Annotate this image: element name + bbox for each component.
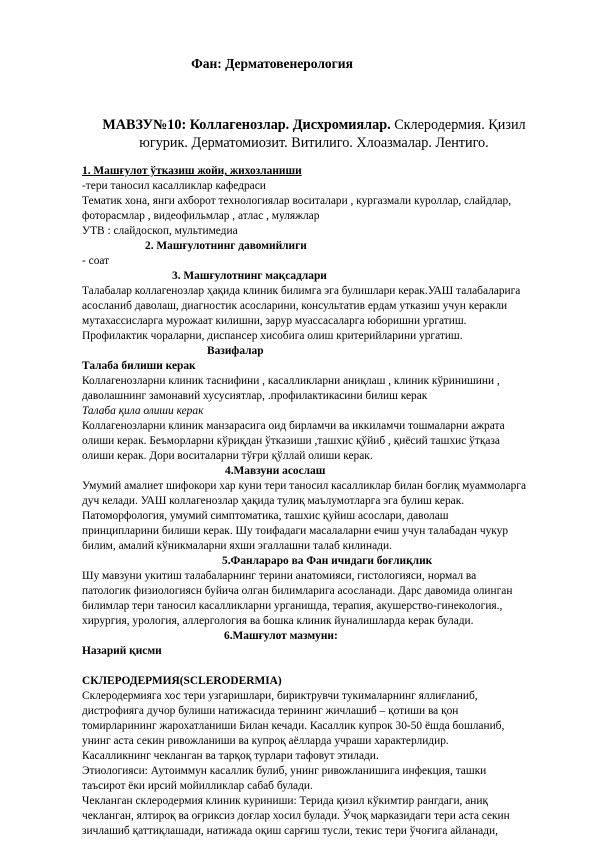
text-line: Коллагенозларни клиник манзарасига оид бирламчи ва иккиламчи тошмаларни ажрата	[82, 420, 505, 432]
text-line: дистрофияга дучор булиши натижасида терининг жичлашиб – қотиши ва қон	[82, 705, 459, 717]
section-rationale-heading: 4.Мавзуни асослаш	[225, 465, 326, 477]
text-line: таъсирот ёки ирсий мойилликлар сабаб булади.	[82, 780, 313, 792]
student-should-do-heading: Талаба қила олиши керак	[82, 405, 204, 417]
text-line: УТВ : слайдоскоп, мультимедиа	[82, 225, 238, 237]
topic-title-bold: МАВЗУ№10: Коллагенозлар. Дисхромиялар.	[102, 117, 391, 133]
text-line: Этиологияси: Аутоиммун касаллик булиб, унинг ривожланишига инфекция, ташки	[82, 765, 487, 777]
text-line: олиши керак. Дори воситаларни тўғри қўллай олиши керак.	[82, 450, 373, 462]
text-line: Склеродермияга хос тери узгаришлари, бириктрувчи тукималарнинг яллиғланиб,	[82, 690, 478, 702]
text-line: мутахассисларга мурожаат килишни, зарур муассасаларга юборишни ургатиш.	[82, 315, 467, 327]
page-title: Фан: Дерматовенерология	[191, 56, 353, 71]
theory-part-heading: Назарий қисми	[82, 645, 162, 657]
text-line: патологик физиологиясн буйича олган билимларига асосланади. Дарс давомида олинган	[82, 585, 513, 597]
tasks-heading: Вазифалар	[207, 345, 264, 357]
text-line: чекланган, ялтироқ ва оғриксиз доғлар хосил булади. Ўчоқ марказидаги тери аста секин	[82, 810, 510, 822]
text-line: дуч келади. УАШ коллагенозлар ҳақида тулиқ маълумотларга эга булиш керак.	[82, 495, 465, 507]
text-line: билимлар тери таносил касалликларни урганишда, терапия, акушерство-гинекология.,	[82, 600, 503, 612]
text-line: Чекланган склеродермия клиник куриниши: Терида қизил кўкимтир рангдаги, аниқ	[82, 795, 489, 807]
section-goals-heading: 3. Машғулотнинг мақсадлари	[172, 270, 327, 282]
topic-title-rest: Склеродермия. Қизил	[390, 117, 526, 133]
text-line: унинг аста секин ривожланиши ва купроқ аёлларда учраши характерлидир.	[82, 735, 449, 747]
text-line: Талабалар коллагенозлар ҳақида клиник билимга эга булишлари керак.УАШ талабаларига	[82, 285, 521, 297]
text-line: принципларини билиши керак. Шу тоифадаги масалаларни ечиш учун талабадан чукур	[82, 525, 509, 537]
section-interdisciplinary-heading: 5.Фанлараро ва Фан ичидаги боғлиқлик	[222, 555, 433, 567]
section-content-heading: 6.Машғулот мазмуни:	[224, 630, 338, 642]
text-line: фоторасмлар , видеофильмлар , атлас , муляжлар	[82, 210, 320, 222]
text-line: Касалликнинг чекланган ва тарқоқ турлари тафовут этилади.	[82, 750, 379, 762]
text-line: Патоморфология, умумий симптоматика, ташхис қуйиш асослари, даволаш	[82, 510, 449, 522]
text-line: Умумий амалиет шифокори хар куни тери таносил касалликлар билан боғлиқ муаммоларга	[82, 480, 527, 492]
section-location-heading: 1. Машғулот ўтказиш жойи, жихозланиши	[82, 165, 302, 177]
text-line: хирургия, урология, аллергология ва бошка клиник йуналишларда керак булади.	[82, 615, 474, 627]
text-line: Шу мавзуни укитиш талабаларнинг терини анатомияси, гистологияси, нормал ва	[82, 570, 477, 582]
text-line: асосланиб даволаш, диагностик асосларини, консультатив ердам утказиш учун керакли	[82, 300, 508, 312]
text-line: олиши керак. Беъморларни кўриқдан ўтказиши ,ташхис қўйиб , қиёсий ташхис ўтқаза	[82, 435, 500, 447]
text-line: - соат	[82, 255, 110, 267]
scleroderma-heading: СКЛЕРОДЕРМИЯ(SCLERODERMIA)	[82, 675, 282, 687]
text-line: Тематик хона, янги ахборот технологиялар воситалари , кургазмали куроллар, слайдлар,	[82, 195, 512, 207]
text-line: томирларининг жарохатланиши Билан кечади. Касаллик купрок 30-50 ёшда бошланиб,	[82, 720, 505, 732]
text-line: билим, амалий кўникмаларни яхши эгаллашни талаб килинади.	[82, 540, 392, 552]
text-line: -тери таносил касалликлар кафедраси	[82, 180, 266, 192]
text-line: Профилактик чораларни, диспансер хисобига олиш критерийларини ургатиш.	[82, 330, 463, 342]
topic-subtitle: югурик. Дерматомиозит. Витилиго. Хлоазмалар. Лентиго.	[139, 135, 489, 151]
text-line: Коллагенозларни клиник таснифини , касалликларни аниқлаш , клиник кўринишини ,	[82, 375, 500, 387]
topic-title	[84, 116, 544, 134]
section-duration-heading: 2. Машғулотнинг давомийлиги	[145, 240, 307, 252]
text-line: даволашнинг замонавий хусусиятлар, .профилактикасини билиш керак	[82, 390, 428, 402]
text-line: зичлашиб қаттиқлашади, натижада оқиш сарғиш тусли, текис тери ўчоғига айланади,	[82, 825, 498, 837]
student-should-know-heading: Талаба билиши керак	[82, 360, 196, 372]
